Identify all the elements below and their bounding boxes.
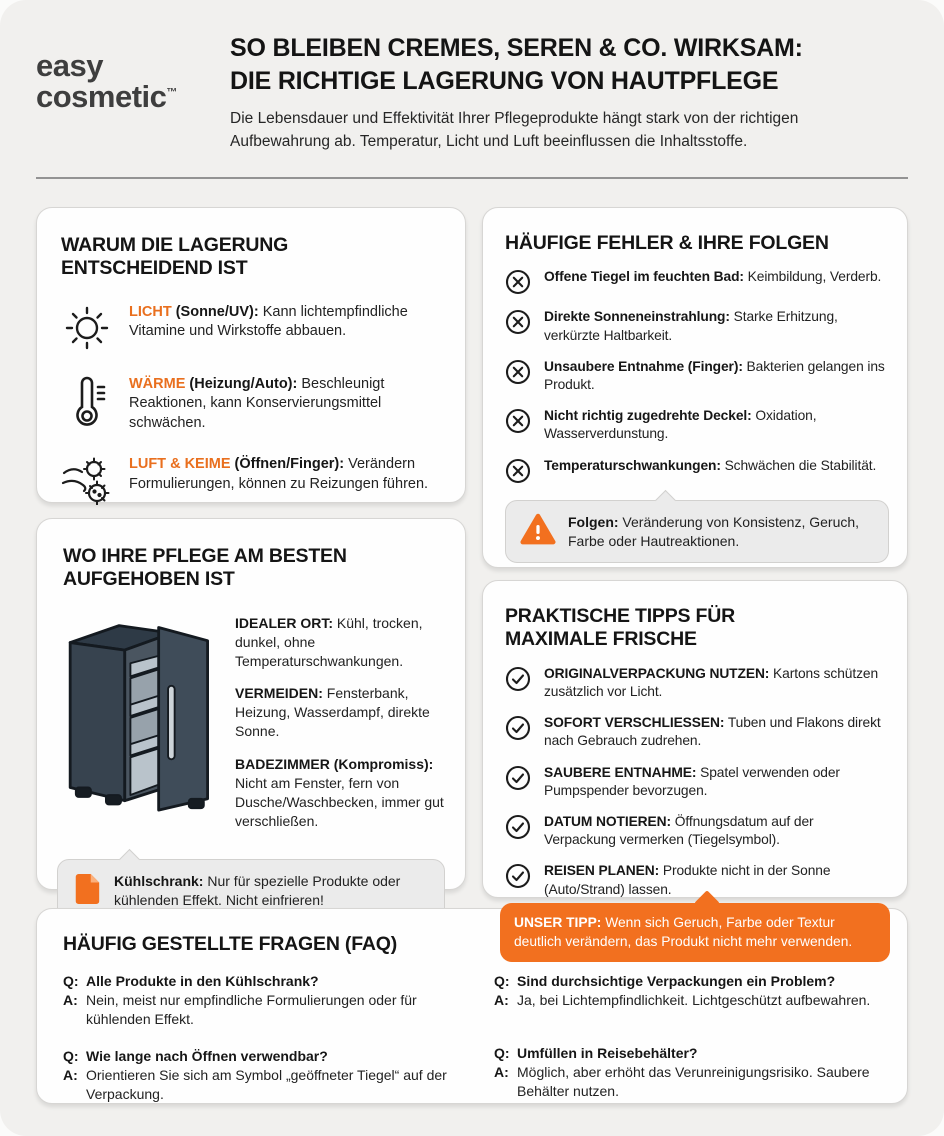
question-text: Alle Produkte in den Kühlschrank?: [86, 973, 319, 990]
mistake-item: [505, 358, 889, 394]
tip-box-bold: UNSER TIPP:: [514, 915, 602, 930]
storage-texts: [235, 608, 445, 845]
why-item-bold: (Öffnen/Finger):: [230, 456, 345, 473]
tips-card-title: [505, 605, 889, 652]
tip-item: [505, 714, 889, 750]
tip-box-rest: Wenn sich Geruch, Farbe oder Textur deutlich verändern, das Produkt nicht mehr verwenden.: [514, 915, 853, 950]
note-tail: [119, 849, 140, 870]
storage-card-title-line1: WO IHRE PFLEGE AM BESTEN: [63, 545, 347, 567]
tip-item: [505, 862, 889, 898]
a-label: A:: [494, 992, 509, 1009]
storage-card-title: [57, 545, 445, 592]
sun-icon: [61, 303, 113, 353]
why-item-rest: Verändern Formulierungen, können zu Reizungen führen.: [129, 456, 429, 493]
faq-columns: [63, 972, 881, 1121]
mistake-rest: Oxidation, Wasserverdunstung.: [544, 408, 817, 442]
faq-answer: [63, 991, 450, 1029]
thermometer-icon: [61, 375, 113, 431]
x-circle-icon: [505, 458, 531, 484]
tip-item-text: [544, 862, 889, 898]
brand-logo: [36, 50, 177, 112]
folgen-note: [505, 500, 889, 564]
answer-text: Möglich, aber erhöht das Verunreinigungsrisiko. Saubere Behälter nutzen.: [517, 1064, 870, 1099]
tip-item: [505, 764, 889, 800]
note-rest: Veränderung von Konsistenz, Geruch, Farbe oder Hautreaktionen.: [568, 513, 860, 549]
air-germs-icon: [61, 455, 113, 505]
faq-question: [63, 972, 450, 991]
faq-column-left: [63, 972, 450, 1121]
a-label: A:: [63, 1066, 78, 1083]
mistake-bold: Direkte Sonneneinstrahlung:: [544, 309, 730, 325]
unser-tipp-box: [500, 903, 890, 962]
tips-card: [482, 580, 908, 898]
why-item-text: [129, 303, 441, 342]
tip-item-text: [544, 714, 889, 750]
why-item-highlight: LUFT & KEIME: [129, 456, 231, 473]
page-subtitle: Die Lebensdauer und Effektivität Ihrer Pflegeprodukte hängt stark von der richtigen Aufbewahrung ab. Temperatur, Licht und Luft beeinflussen die Inhaltsstoffe.: [230, 110, 799, 151]
faq-item: [494, 1044, 881, 1101]
tip-bold: SOFORT VERSCHLIESSEN:: [544, 715, 725, 731]
why-card-title: [61, 234, 441, 281]
x-circle-icon: [505, 309, 531, 335]
why-item-licht: [61, 303, 441, 353]
why-item-bold: (Heizung/Auto):: [185, 375, 298, 392]
header-divider: [36, 177, 908, 179]
tip-rest: Kartons schützen zusätzlich vor Licht.: [544, 665, 879, 699]
mistake-rest: Starke Erhitzung, verkürzte Haltbarkeit.: [544, 309, 838, 343]
mistake-item: [505, 407, 889, 443]
a-label: A:: [494, 1064, 509, 1081]
mistakes-card-title: HÄUFIGE FEHLER & IHRE FOLGEN: [505, 232, 829, 254]
faq-question: [494, 1044, 881, 1063]
tip-rest: Öffnungsdatum auf der Verpackung vermerken (Tiegelsymbol).: [544, 814, 814, 848]
mistake-bold: Temperaturschwankungen:: [544, 457, 721, 473]
q-label: Q:: [63, 973, 79, 990]
tip-box-text: [514, 913, 876, 952]
answer-text: Nein, meist nur empfindliche Formulierungen oder für kühlenden Effekt.: [86, 992, 417, 1028]
cabinet-illustration: [57, 608, 217, 845]
faq-answer: [494, 991, 881, 1010]
mistake-item-text: [544, 308, 889, 344]
storage-item-rest: Kühl, trocken, dunkel, ohne Temperaturschwankungen.: [235, 614, 423, 669]
faq-question: [63, 1047, 450, 1066]
faq-answer: [494, 1063, 881, 1101]
tip-rest: Spatel verwenden oder Pumpspender bevorzugen.: [544, 764, 840, 798]
storage-item: [235, 614, 445, 671]
note-tail: [655, 490, 676, 511]
storage-item: [235, 684, 445, 741]
q-label: Q:: [494, 1045, 510, 1062]
tip-item: [505, 665, 889, 701]
storage-item-bold: BADEZIMMER (Kompromiss):: [235, 756, 434, 773]
mistake-bold: Unsaubere Entnahme (Finger):: [544, 358, 743, 374]
check-circle-icon: [505, 863, 531, 889]
tip-bold: SAUBERE ENTNAHME:: [544, 764, 697, 780]
faq-card-title: HÄUFIG GESTELLTE FRAGEN (FAQ): [63, 933, 397, 955]
faq-column-right: [494, 972, 881, 1121]
storage-body: [57, 608, 445, 845]
why-item-bold: (Sonne/UV):: [171, 303, 259, 320]
faq-answer: [63, 1066, 450, 1104]
tip-item: [505, 813, 889, 849]
why-item-luft-keime: [61, 455, 441, 505]
mistake-rest: Keimbildung, Verderb.: [743, 269, 882, 285]
trademark-symbol: ™: [166, 86, 177, 99]
tip-rest: Tuben und Flakons direkt nach Gebrauch zudrehen.: [544, 715, 881, 749]
why-card-title-line1: WARUM DIE LAGERUNG: [61, 234, 289, 256]
warning-triangle-icon: [520, 513, 556, 546]
storage-item-bold: IDEALER ORT:: [235, 614, 333, 631]
mistake-item: [505, 457, 889, 484]
faq-item: [494, 972, 881, 1010]
x-circle-icon: [505, 408, 531, 434]
storage-card-title-line2: AUFGEHOBEN IST: [63, 568, 235, 591]
note-text: [114, 872, 430, 910]
why-item-waerme: [61, 375, 441, 434]
mistake-item: [505, 308, 889, 344]
tips-card-title-line2: MAXIMALE FRISCHE: [505, 628, 697, 651]
note-text: [568, 513, 874, 551]
tip-rest: Produkte nicht in der Sonne (Auto/Strand) lassen.: [544, 863, 831, 897]
file-icon: [72, 872, 102, 906]
storage-item-bold: VERMEIDEN:: [235, 685, 323, 702]
why-item-highlight: WÄRME: [129, 375, 186, 392]
storage-item: [235, 755, 445, 831]
faq-question: [494, 972, 881, 991]
question-text: Umfüllen in Reisebehälter?: [517, 1045, 698, 1062]
header: [230, 32, 912, 154]
storage-item-rest: Nicht am Fenster, fern von Dusche/Waschbecken, immer gut verschließen.: [235, 775, 444, 829]
why-item-text: [129, 375, 441, 434]
page-title: [230, 32, 912, 97]
storage-card: [36, 518, 466, 908]
why-item-rest: Kann lichtempfindliche Vitamine und Wirkstoffe abbauen.: [129, 303, 408, 340]
tip-bold: ORIGINALVERPACKUNG NUTZEN:: [544, 665, 770, 681]
mistake-item-text: [544, 407, 889, 443]
mistake-item: [505, 268, 889, 295]
answer-text: Orientieren Sie sich am Symbol „geöffneter Tiegel“ auf der Verpackung.: [86, 1066, 447, 1102]
why-card-title-line2: ENTSCHEIDEND IST: [61, 257, 248, 280]
mistakes-card: [482, 207, 908, 568]
why-item-highlight: LICHT: [129, 303, 172, 320]
mistake-item-text: [544, 358, 889, 394]
check-circle-icon: [505, 814, 531, 840]
why-item-rest: Beschleunigt Reaktionen, kann Konservierungsmittel schwächen.: [129, 375, 385, 431]
check-circle-icon: [505, 666, 531, 692]
tips-card-title-line1: PRAKTISCHE TIPPS FÜR: [505, 605, 736, 627]
answer-text: Ja, bei Lichtempfindlichkeit. Lichtgeschützt aufbewahren.: [517, 992, 871, 1009]
faq-item: [63, 972, 450, 1029]
check-circle-icon: [505, 765, 531, 791]
mistake-rest: Schwächen die Stabilität.: [720, 457, 877, 473]
note-rest: Nur für spezielle Produkte oder kühlenden Effekt. Nicht einfrieren!: [114, 872, 401, 908]
tip-bold: REISEN PLANEN:: [544, 863, 660, 879]
q-label: Q:: [63, 1048, 79, 1065]
why-storage-card: [36, 207, 466, 503]
tip-item-text: [544, 764, 889, 800]
question-text: Sind durchsichtige Verpackungen ein Problem?: [517, 973, 836, 990]
mistake-item-text: [544, 268, 881, 286]
mistake-bold: Nicht richtig zugedrehte Deckel:: [544, 408, 752, 424]
mistake-bold: Offene Tiegel im feuchten Bad:: [544, 269, 744, 285]
page-title-line1: SO BLEIBEN CREMES, SEREN & CO. WIRKSAM:: [230, 34, 803, 62]
q-label: Q:: [494, 973, 510, 990]
tip-bold: DATUM NOTIEREN:: [544, 814, 672, 829]
check-circle-icon: [505, 715, 531, 741]
question-text: Wie lange nach Öffnen verwendbar?: [86, 1048, 328, 1065]
storage-item-rest: Fensterbank, Heizung, Wasserdampf, direkte Sonne.: [235, 685, 430, 740]
tip-item-text: [544, 813, 889, 849]
x-circle-icon: [505, 359, 531, 385]
note-bold: Kühlschrank:: [114, 872, 204, 889]
tip-item-text: [544, 665, 889, 701]
mistake-rest: Bakterien gelangen ins Produkt.: [544, 358, 885, 392]
mistake-item-text: [544, 457, 876, 475]
a-label: A:: [63, 992, 78, 1009]
page-title-line2: DIE RICHTIGE LAGERUNG VON HAUTPFLEGE: [230, 66, 779, 95]
x-circle-icon: [505, 269, 531, 295]
brand-logo-line1: easy: [36, 48, 103, 83]
brand-logo-line2: cosmetic™: [36, 79, 177, 114]
note-bold: Folgen:: [568, 513, 619, 530]
why-item-text: [129, 455, 441, 494]
faq-item: [63, 1047, 450, 1104]
